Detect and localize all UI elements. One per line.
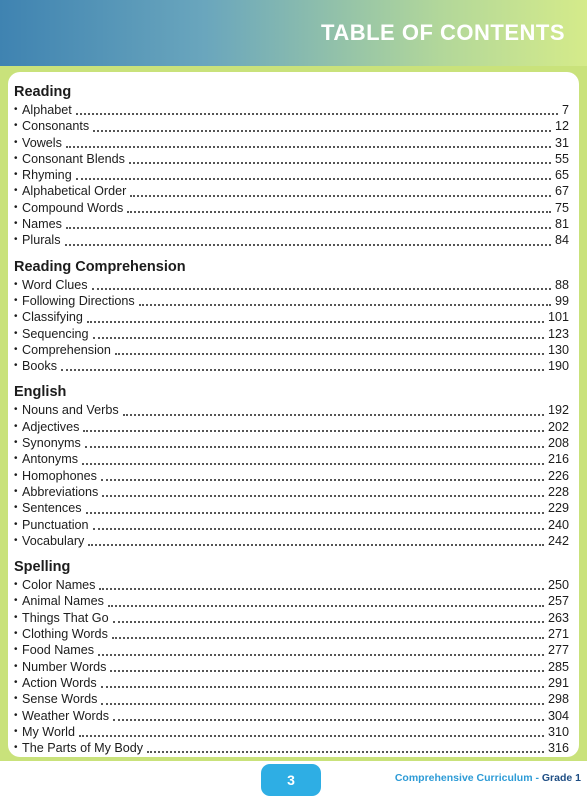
entry-label: Weather Words xyxy=(22,708,110,723)
footer-separator: - xyxy=(532,772,542,784)
bullet-icon: • xyxy=(14,742,18,754)
entry-page-number: 7 xyxy=(561,103,569,117)
toc-entry xyxy=(14,342,569,358)
bullet-icon: • xyxy=(14,201,18,213)
toc-entry xyxy=(14,118,569,134)
footer-grade-label: Grade 1 xyxy=(541,772,581,784)
entry-label: Things That Go xyxy=(22,610,109,625)
entry-page-number: 55 xyxy=(554,151,569,166)
bullet-icon: • xyxy=(14,579,18,591)
page-header xyxy=(0,0,587,66)
toc-entry xyxy=(14,740,569,756)
dot-leader xyxy=(115,343,544,355)
toc-section xyxy=(14,257,569,375)
bullet-icon: • xyxy=(14,327,18,339)
bullet-icon: • xyxy=(14,120,18,132)
dot-leader xyxy=(85,436,544,448)
entry-page-number: 304 xyxy=(547,708,569,723)
bullet-icon: • xyxy=(14,152,18,164)
dot-leader xyxy=(129,152,551,164)
bullet-icon: • xyxy=(14,453,18,465)
entry-label: Clothing Words xyxy=(22,627,108,642)
dot-leader xyxy=(99,578,544,590)
bullet-icon: • xyxy=(14,278,18,290)
entry-page-number: 310 xyxy=(547,724,569,739)
toc-entry xyxy=(14,167,569,183)
entry-label: Alphabet xyxy=(22,103,72,117)
entry-label: Consonant Blends xyxy=(22,151,125,166)
bullet-icon: • xyxy=(14,611,18,623)
toc-section xyxy=(14,382,569,549)
dot-leader xyxy=(139,294,551,306)
entry-page-number: 240 xyxy=(547,517,569,532)
bullet-icon: • xyxy=(14,311,18,323)
bullet-icon: • xyxy=(14,218,18,230)
entry-label: Homophones xyxy=(22,468,97,483)
entry-label: Names xyxy=(22,217,62,232)
entry-page-number: 216 xyxy=(547,452,569,467)
bullet-icon: • xyxy=(14,343,18,355)
dot-leader xyxy=(102,485,544,497)
toc-entry xyxy=(14,484,569,500)
entry-label: Rhyming xyxy=(22,168,72,183)
toc-entry xyxy=(14,451,569,467)
section-title: Reading xyxy=(14,84,72,100)
entry-page-number: 257 xyxy=(547,594,569,609)
toc-section xyxy=(14,82,569,249)
entry-page-number: 250 xyxy=(547,578,569,593)
entry-page-number: 67 xyxy=(554,184,569,199)
dot-leader xyxy=(108,595,544,607)
bullet-icon: • xyxy=(14,502,18,514)
dot-leader xyxy=(76,103,558,115)
entry-page-number: 101 xyxy=(547,310,569,325)
entry-label: Animal Names xyxy=(22,594,104,609)
section-title: Reading Comprehension xyxy=(14,258,186,275)
bullet-icon: • xyxy=(14,420,18,432)
dot-leader xyxy=(112,627,544,639)
entry-page-number: 84 xyxy=(554,233,569,248)
bullet-icon: • xyxy=(14,185,18,197)
entry-page-number: 228 xyxy=(547,484,569,499)
toc-entry xyxy=(14,675,569,691)
entry-page-number: 271 xyxy=(547,627,569,642)
bullet-icon: • xyxy=(14,709,18,721)
dot-leader xyxy=(93,518,544,530)
bullet-icon: • xyxy=(14,469,18,481)
toc-entry xyxy=(14,232,569,248)
toc-entry xyxy=(14,358,569,374)
toc-entry xyxy=(14,642,569,658)
toc-entry xyxy=(14,659,569,675)
entry-label: Synonyms xyxy=(22,436,81,451)
dot-leader xyxy=(130,185,551,197)
dot-leader xyxy=(113,709,544,721)
dot-leader xyxy=(93,120,551,132)
entry-label: Food Names xyxy=(22,643,95,658)
entry-page-number: 75 xyxy=(554,200,569,215)
entry-label: Alphabetical Order xyxy=(22,184,127,199)
entry-label: Nouns and Verbs xyxy=(22,403,119,418)
entry-label: Sense Words xyxy=(22,692,98,707)
bullet-icon: • xyxy=(14,136,18,148)
entry-page-number: 242 xyxy=(547,533,569,548)
toc-entry xyxy=(14,691,569,707)
entry-label: Comprehension xyxy=(22,342,111,357)
entry-label: Sentences xyxy=(22,501,82,516)
entry-page-number: 208 xyxy=(547,436,569,451)
toc-entry xyxy=(14,533,569,549)
entry-label: Adjectives xyxy=(22,419,80,434)
toc-entry xyxy=(14,326,569,342)
bullet-icon: • xyxy=(14,485,18,497)
toc-entry xyxy=(14,277,569,293)
bullet-icon: • xyxy=(14,628,18,640)
toc-entry xyxy=(14,468,569,484)
entry-label: Color Names xyxy=(22,578,96,593)
entry-label: Compound Words xyxy=(22,200,124,215)
toc-entry xyxy=(14,577,569,593)
bullet-icon: • xyxy=(14,660,18,672)
bullet-icon: • xyxy=(14,404,18,416)
dot-leader xyxy=(101,676,544,688)
toc-entry xyxy=(14,724,569,740)
entry-label: Abbreviations xyxy=(22,484,99,499)
dot-leader xyxy=(127,201,551,213)
entry-label: Word Clues xyxy=(22,277,88,292)
entry-label: Classifying xyxy=(22,310,83,325)
entry-page-number: 202 xyxy=(547,419,569,434)
entry-label: Books xyxy=(22,359,58,374)
entry-page-number: 298 xyxy=(547,692,569,707)
bullet-icon: • xyxy=(14,437,18,449)
dot-leader xyxy=(61,359,544,371)
entry-page-number: 229 xyxy=(547,501,569,516)
dot-leader xyxy=(92,278,551,290)
dot-leader xyxy=(93,327,544,339)
toc-entry xyxy=(14,435,569,451)
dot-leader xyxy=(110,660,544,672)
entry-page-number: 81 xyxy=(554,217,569,232)
entry-page-number: 285 xyxy=(547,659,569,674)
bullet-icon: • xyxy=(14,595,18,607)
table-of-contents xyxy=(14,80,569,764)
toc-entry xyxy=(14,151,569,167)
dot-leader xyxy=(83,420,544,432)
toc-entry xyxy=(14,102,569,118)
toc-entry xyxy=(14,293,569,309)
entry-label: Punctuation xyxy=(22,517,89,532)
section-title: English xyxy=(14,384,67,401)
entry-page-number: 192 xyxy=(547,403,569,418)
entry-page-number: 12 xyxy=(554,119,569,134)
entry-label: Consonants xyxy=(22,119,90,134)
bullet-icon: • xyxy=(14,676,18,688)
dot-leader xyxy=(113,611,544,623)
entry-page-number: 123 xyxy=(547,326,569,341)
toc-section xyxy=(14,557,569,756)
dot-leader xyxy=(79,725,544,737)
toc-entry xyxy=(14,593,569,609)
entry-label: Action Words xyxy=(22,675,97,690)
toc-entry xyxy=(14,610,569,626)
entry-page-number: 65 xyxy=(554,168,569,183)
entry-label: The Parts of My Body xyxy=(22,741,144,756)
entry-label: Number Words xyxy=(22,659,107,674)
dot-leader xyxy=(66,217,551,229)
entry-page-number: 316 xyxy=(547,741,569,756)
bullet-icon: • xyxy=(14,104,18,115)
entry-page-number: 130 xyxy=(547,342,569,357)
section-title: Spelling xyxy=(14,559,71,576)
bullet-icon: • xyxy=(14,725,18,737)
dot-leader xyxy=(86,502,544,514)
bullet-icon: • xyxy=(14,169,18,181)
entry-page-number: 291 xyxy=(547,675,569,690)
entry-page-number: 277 xyxy=(547,643,569,658)
entry-page-number: 263 xyxy=(547,610,569,625)
bullet-icon: • xyxy=(14,693,18,705)
dot-leader xyxy=(101,693,544,705)
entry-label: Vocabulary xyxy=(22,533,85,548)
toc-entry xyxy=(14,419,569,435)
toc-entry xyxy=(14,500,569,516)
entry-label: Sequencing xyxy=(22,326,89,341)
dot-leader xyxy=(147,741,544,753)
entry-label: My World xyxy=(22,724,75,739)
toc-entry xyxy=(14,626,569,642)
toc-entry xyxy=(14,200,569,216)
toc-entry xyxy=(14,135,569,151)
dot-leader xyxy=(88,534,544,546)
entry-page-number: 190 xyxy=(547,359,569,374)
bullet-icon: • xyxy=(14,644,18,656)
toc-entry xyxy=(14,183,569,199)
bullet-icon: • xyxy=(14,294,18,306)
dot-leader xyxy=(101,469,544,481)
toc-entry xyxy=(14,708,569,724)
footer-curriculum-label: Comprehensive Curriculum xyxy=(394,772,533,784)
entry-label: Antonyms xyxy=(22,452,78,467)
dot-leader xyxy=(65,234,551,246)
toc-entry xyxy=(14,517,569,533)
entry-page-number: 99 xyxy=(554,293,569,308)
bullet-icon: • xyxy=(14,534,18,546)
dot-leader xyxy=(87,311,544,323)
dot-leader xyxy=(123,404,544,416)
dot-leader xyxy=(98,644,544,656)
page-title: TABLE OF CONTENTS xyxy=(321,20,565,45)
bullet-icon: • xyxy=(14,518,18,530)
entry-label: Vowels xyxy=(22,135,62,150)
toc-entry xyxy=(14,309,569,325)
entry-page-number: 31 xyxy=(554,135,569,150)
footer-book-title xyxy=(395,772,581,784)
page-number-tab: 3 xyxy=(261,764,321,796)
entry-label: Plurals xyxy=(22,233,61,248)
entry-page-number: 226 xyxy=(547,468,569,483)
dot-leader xyxy=(82,453,544,465)
entry-label: Following Directions xyxy=(22,293,135,308)
toc-entry xyxy=(14,216,569,232)
dot-leader xyxy=(76,168,551,180)
bullet-icon: • xyxy=(14,360,18,372)
bullet-icon: • xyxy=(14,234,18,246)
entry-page-number: 88 xyxy=(554,277,569,292)
dot-leader xyxy=(66,136,551,148)
toc-entry xyxy=(14,402,569,418)
